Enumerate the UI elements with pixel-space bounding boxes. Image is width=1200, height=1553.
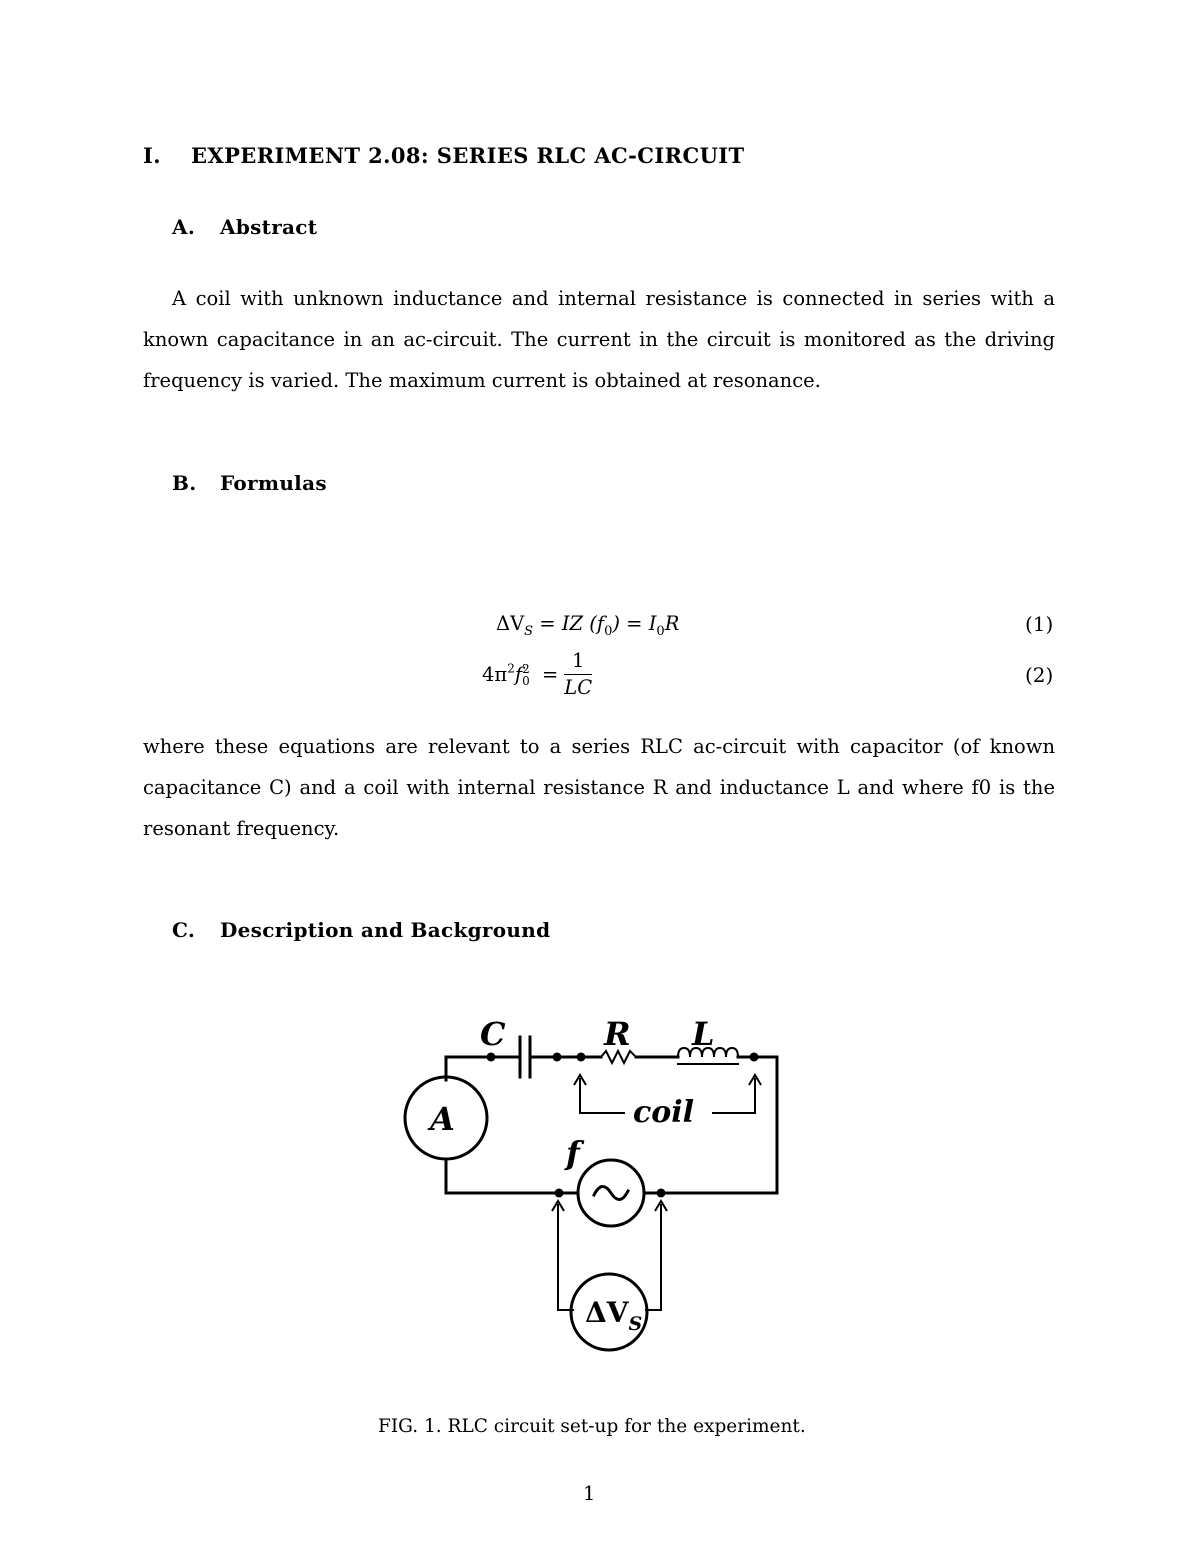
description-letter: C. — [172, 918, 196, 942]
label-ammeter: A — [430, 1100, 455, 1138]
label-coil: coil — [633, 1095, 695, 1130]
node-resistor-left — [577, 1053, 586, 1062]
description-heading: Description and Background — [220, 918, 551, 942]
eq1-lhs-sub: S — [524, 623, 534, 639]
voltmeter-lead-left — [558, 1205, 573, 1310]
formulas-heading: Formulas — [220, 471, 327, 495]
node-source-right — [657, 1189, 666, 1198]
node-inductor-right — [750, 1053, 759, 1062]
label-resistor: R — [604, 1015, 631, 1053]
abstract-line-1: A coil with unknown inductance and internal resistance is connected in series with a — [172, 287, 1055, 310]
wire-top-left — [446, 1057, 518, 1080]
equation-2-number: (2) — [1025, 663, 1054, 687]
label-frequency: f — [566, 1134, 580, 1172]
label-inductor: L — [692, 1015, 715, 1053]
abstract-line-3: frequency is varied. The maximum current is obtained at resonance. — [143, 369, 821, 392]
label-voltmeter — [585, 1296, 642, 1335]
where-line-2: capacitance C) and a coil with internal resistance R and inductance L and where f0 is the — [143, 776, 1055, 799]
section-title: EXPERIMENT 2.08: SERIES RLC AC-CIRCUIT — [191, 143, 745, 168]
where-line-1: where these equations are relevant to a series RLC ac-circuit with capacitor (of known — [143, 735, 1055, 758]
voltmeter-lead-right — [646, 1205, 661, 1310]
eq2-denominator: LC — [564, 676, 593, 699]
eq1-lhs: ΔV — [496, 612, 525, 635]
formulas-letter: B. — [172, 471, 197, 495]
wire-bottom-left — [446, 1160, 576, 1193]
label-voltmeter-main: ΔV — [585, 1296, 629, 1329]
section-number: I. — [143, 143, 161, 168]
eq2-sub: 0 — [522, 673, 530, 688]
abstract-heading: Abstract — [220, 215, 318, 239]
eq1-mid-sub: 0 — [604, 623, 613, 639]
page-number: 1 — [583, 1482, 596, 1505]
node-cap-right — [553, 1053, 562, 1062]
node-source-left — [555, 1189, 564, 1198]
where-line-3: resonant frequency. — [143, 817, 340, 840]
eq1-rhs-sub: 0 — [656, 623, 665, 639]
label-voltmeter-sub: S — [628, 1313, 643, 1335]
label-capacitor: C — [480, 1015, 506, 1053]
eq2-sup2: 2 — [522, 661, 530, 676]
node-cap-left — [487, 1053, 496, 1062]
sine-icon — [594, 1186, 628, 1199]
eq2-f: f — [514, 663, 523, 686]
eq1-mid: = IZ (f — [533, 612, 605, 635]
eq2-equals: = — [541, 663, 559, 686]
figure-caption: FIG. 1. RLC circuit set-up for the experiment. — [378, 1416, 806, 1437]
eq2-numerator: 1 — [564, 648, 592, 675]
eq1-rhs-end: R — [664, 612, 680, 635]
eq2-sup1: 2 — [507, 661, 515, 676]
abstract-line-2: known capacitance in an ac-circuit. The current in the circuit is monitored as the driving — [143, 328, 1055, 351]
abstract-letter: A. — [172, 215, 196, 239]
equation-1-number: (1) — [1025, 612, 1054, 636]
eq1-rhs: ) = I — [612, 612, 657, 635]
eq2-lhs: 4π — [482, 663, 508, 686]
